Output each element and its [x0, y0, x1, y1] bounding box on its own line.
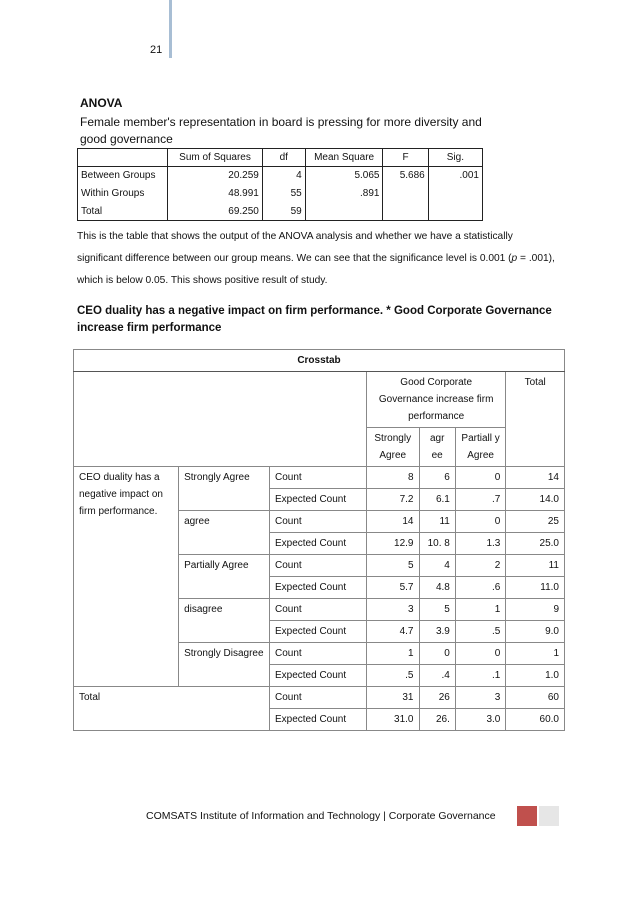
cell-value: .5	[366, 665, 419, 687]
cell-total: 14	[506, 467, 565, 489]
cell-value: 1	[455, 599, 506, 621]
cell-value: 31	[366, 687, 419, 709]
crosstab-title-row	[74, 350, 565, 372]
header-rule	[169, 0, 172, 58]
footer-text: COMSATS Institute of Information and Technology | Corporate Governance	[146, 810, 496, 822]
cell-value: 4.8	[419, 577, 455, 599]
cell-value: 3.9	[419, 621, 455, 643]
anova-subtitle: Female member's representation in board is pressing for more diversity and good governance	[80, 115, 482, 146]
stat-label: Count	[269, 687, 366, 709]
cell-df: 59	[262, 203, 305, 221]
anova-title: ANOVA	[80, 96, 123, 110]
cell-total: 25	[506, 511, 565, 533]
group-label: disagree	[179, 599, 270, 643]
cell-value: 8	[366, 467, 419, 489]
anova-table	[77, 148, 483, 221]
cell-value: 12.9	[366, 533, 419, 555]
stat-label: Count	[269, 643, 366, 665]
group-label: Strongly Agree	[179, 467, 270, 511]
row-label: Between Groups	[78, 167, 168, 185]
cell-value: 3.0	[455, 709, 506, 731]
anova-col-df: df	[262, 149, 305, 167]
table-row	[78, 185, 483, 203]
explanation-part-2: = .001), which is below 0.05. This shows positive result of study.	[77, 253, 555, 286]
footer-accent-block	[517, 806, 537, 826]
cell-value: .7	[455, 489, 506, 511]
cell-value: 26	[419, 687, 455, 709]
cell-sig: .001	[428, 167, 482, 185]
crosstab-header-row	[74, 372, 565, 428]
cell-sig	[428, 185, 482, 203]
cell-value: 1.3	[455, 533, 506, 555]
cell-value: 6	[419, 467, 455, 489]
p-symbol: p	[511, 253, 518, 264]
cell-ss: 20.259	[168, 167, 263, 185]
explanation-part-1: This is the table that shows the output of the ANOVA analysis and whether we have a statistically significant difference between our group means. We can see that the significance level is 0.001 (	[77, 231, 513, 264]
col-partially-agree: Partiall y Agree	[455, 428, 506, 467]
anova-col-f: F	[383, 149, 428, 167]
stat-label: Expected Count	[269, 577, 366, 599]
cell-value: 5	[419, 599, 455, 621]
cell-value: .5	[455, 621, 506, 643]
cell-value: 2	[455, 555, 506, 577]
group-label: agree	[179, 511, 270, 555]
cell-value: .4	[419, 665, 455, 687]
anova-explanation	[77, 226, 557, 292]
cell-ss: 48.991	[168, 185, 263, 203]
crosstab-total-header: Total	[506, 372, 565, 467]
cell-total: 60.0	[506, 709, 565, 731]
crosstab-corner	[74, 372, 367, 467]
anova-col-ss: Sum of Squares	[168, 149, 263, 167]
cell-total: 9.0	[506, 621, 565, 643]
anova-col-sig: Sig.	[428, 149, 482, 167]
cell-sig	[428, 203, 482, 221]
cell-value: 26.	[419, 709, 455, 731]
cell-f: 5.686	[383, 167, 428, 185]
stat-label: Count	[269, 467, 366, 489]
cell-value: 1	[366, 643, 419, 665]
row-label: Within Groups	[78, 185, 168, 203]
stat-label: Count	[269, 555, 366, 577]
cell-total: 9	[506, 599, 565, 621]
cell-value: 5.7	[366, 577, 419, 599]
crosstab-col-group: Good Corporate Governance increase firm performance	[366, 372, 505, 428]
table-row	[78, 203, 483, 221]
cell-ms	[305, 203, 383, 221]
stat-label: Count	[269, 599, 366, 621]
cell-value: 11	[419, 511, 455, 533]
cell-value: 0	[419, 643, 455, 665]
cell-f	[383, 203, 428, 221]
cell-value: 3	[455, 687, 506, 709]
group-label: Partially Agree	[179, 555, 270, 599]
cell-total: 25.0	[506, 533, 565, 555]
col-strongly-agree: Strongly Agree	[366, 428, 419, 467]
cell-value: 10. 8	[419, 533, 455, 555]
cell-df: 4	[262, 167, 305, 185]
cell-value: 14	[366, 511, 419, 533]
stat-label: Count	[269, 511, 366, 533]
total-row-label: Total	[74, 687, 270, 731]
cell-ms: .891	[305, 185, 383, 203]
group-label: Strongly Disagree	[179, 643, 270, 687]
cell-ms: 5.065	[305, 167, 383, 185]
cell-total: 14.0	[506, 489, 565, 511]
cell-value: 3	[366, 599, 419, 621]
cell-value: 4	[419, 555, 455, 577]
row-label: Total	[78, 203, 168, 221]
table-row	[78, 167, 483, 185]
anova-col-ms: Mean Square	[305, 149, 383, 167]
anova-col-label	[78, 149, 168, 167]
col-agree: agr ee	[419, 428, 455, 467]
cell-value: 6.1	[419, 489, 455, 511]
cell-value: 5	[366, 555, 419, 577]
cell-value: 4.7	[366, 621, 419, 643]
cell-value: .1	[455, 665, 506, 687]
cell-value: 0	[455, 643, 506, 665]
stat-label: Expected Count	[269, 665, 366, 687]
cell-value: 7.2	[366, 489, 419, 511]
stat-label: Expected Count	[269, 621, 366, 643]
cell-value: 0	[455, 511, 506, 533]
stat-label: Expected Count	[269, 533, 366, 555]
cell-ss: 69.250	[168, 203, 263, 221]
stat-label: Expected Count	[269, 709, 366, 731]
crosstab-title: Crosstab	[74, 350, 565, 372]
cell-total: 60	[506, 687, 565, 709]
cell-total: 1	[506, 643, 565, 665]
cell-value: 0	[455, 467, 506, 489]
cell-value: 31.0	[366, 709, 419, 731]
cell-total: 11	[506, 555, 565, 577]
table-row	[74, 467, 565, 489]
anova-header-row	[78, 149, 483, 167]
footer-gray-block	[539, 806, 559, 826]
cell-total: 11.0	[506, 577, 565, 599]
cell-df: 55	[262, 185, 305, 203]
cell-value: .6	[455, 577, 506, 599]
cell-f	[383, 185, 428, 203]
crosstab-table	[73, 349, 565, 731]
crosstab-heading: CEO duality has a negative impact on firm performance. * Good Corporate Governance increase firm performance	[77, 305, 552, 334]
row-variable-label: CEO duality has a negative impact on firm performance.	[74, 467, 179, 687]
table-row	[74, 687, 565, 709]
stat-label: Expected Count	[269, 489, 366, 511]
page-number: 21	[150, 44, 163, 56]
cell-total: 1.0	[506, 665, 565, 687]
